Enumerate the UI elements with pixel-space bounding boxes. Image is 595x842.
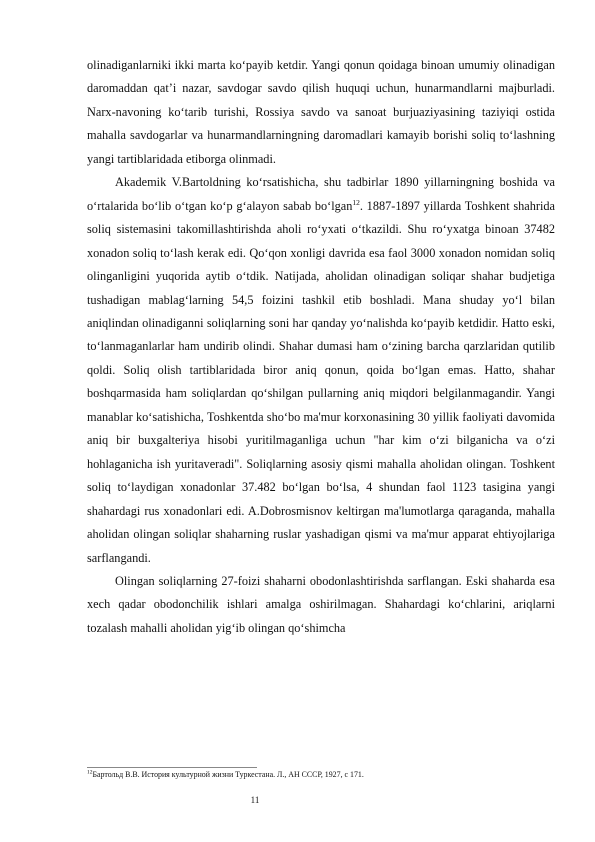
paragraph-3-text: Olingan soliqlarning 27-foizi shaharni obodonlashtirishda sarflangan. Eski shaharda esa xech qadar obodonchilik ishlari amalga oshirilmagan. Shahardagi ko‘chlarini, ariqlarni tozalash mahalli aholidan yig‘ib olingan qo‘shimcha — [87, 573, 555, 635]
main-text — [87, 54, 555, 640]
paragraph-1 — [87, 54, 555, 171]
footnote-reference[interactable]: 12 — [352, 197, 360, 207]
footnote-number: 12 — [87, 769, 93, 776]
footnote — [87, 769, 557, 781]
paragraph-2-text-end: . 1887-1897 yillarda Toshkent shahrida soliq sistemasini takomillashtirishda aholi ro‘yxati o‘tkazildi. Shu ro‘yxatga binoan 37482 xonadon soliq to‘lash kerak edi. Qo‘qon xonligi davrida esa faol 3000 xonadon nomidan soliq olinganligini yuqorida aytib o‘tdik. Natijada, aholidan olinadigan soliqar shahar budjetiga tushadigan mablag‘larning 54,5 foizini tashkil etib boshladi. Mana shuday yo‘l bilan aniqlindan olinadiganni soliqlarning soni har qanday yo‘nalishda ko‘payib ketdidir. Hatto eski, to‘lanmaganlarlar ham undirib olindi. Shahar dumasi ham o‘zining barcha qarzlaridan qutilib qoldi. Soliq olish tartiblaridada biror aniq qonun, qoida bo‘lgan emas. Hatto, shahar boshqarmasida ham soliqlardan qo‘shilgan pullarning aniq miqdori belgilanmagandir. Yangi manablar ko‘satishicha, Toshkentda sho‘bo ma'mur korxonasining 30 yillik faoliyati davomida aniq bir buxgalteriya hisobi yuritilmaganliga uchun "har kim o‘zi bilganicha va o‘zi hohlaganicha ish yuritaveradi". Soliqlarning asosiy qismi mahalla aholidan olingan. Toshkent soliq to‘laydigan xonadonlar 37.482 bo‘lgan bo‘lsa, 4 shundan faol 1123 tasigina yangi shahardagi rus xonadonlari edi. A.Dobrosmisnov keltirgan ma'lumotlarga qaraganda, mahalla aholidan olingan soliqlar shaharning ruslar yashadigan qismi va ma'mur apparat ehtiyojlariga sarflangandi. — [87, 198, 555, 565]
paragraph-2 — [87, 171, 555, 570]
footnote-separator — [87, 767, 257, 768]
footnote-text: Бартольд В.В. История культурной жизни Туркестана. Л., АН СССР, 1927, с 171. — [92, 770, 364, 779]
paragraph-1-text: olinadiganlarniki ikki marta ko‘payib ketdir. Yangi qonun qoidaga binoan umumiy olinadigan daromaddan qat’i nazar, savdogar savdo qilish huquqi uchun, hunarmandlarni majburladi. Narx-navoning ko‘tarib turishi, Rossiya savdo va sanoat burjuaziyasining taziyiqi ostida mahalla savdogarlar va hunarmandlarningning daromadlari kamayib borishi soliq to‘lashning yangi tartiblaridada etiborga olinmadi. — [87, 58, 555, 166]
paragraph-3 — [87, 570, 555, 640]
paragraph-2-text-start: Akademik V.Bartoldning ko‘rsatishicha, shu tadbirlar 1890 yillarningning boshida va o‘rtalarida bo‘lib o‘tgan ko‘p g‘alayon sabab bo‘lgan — [87, 175, 555, 213]
page-number: 11 — [250, 795, 260, 805]
